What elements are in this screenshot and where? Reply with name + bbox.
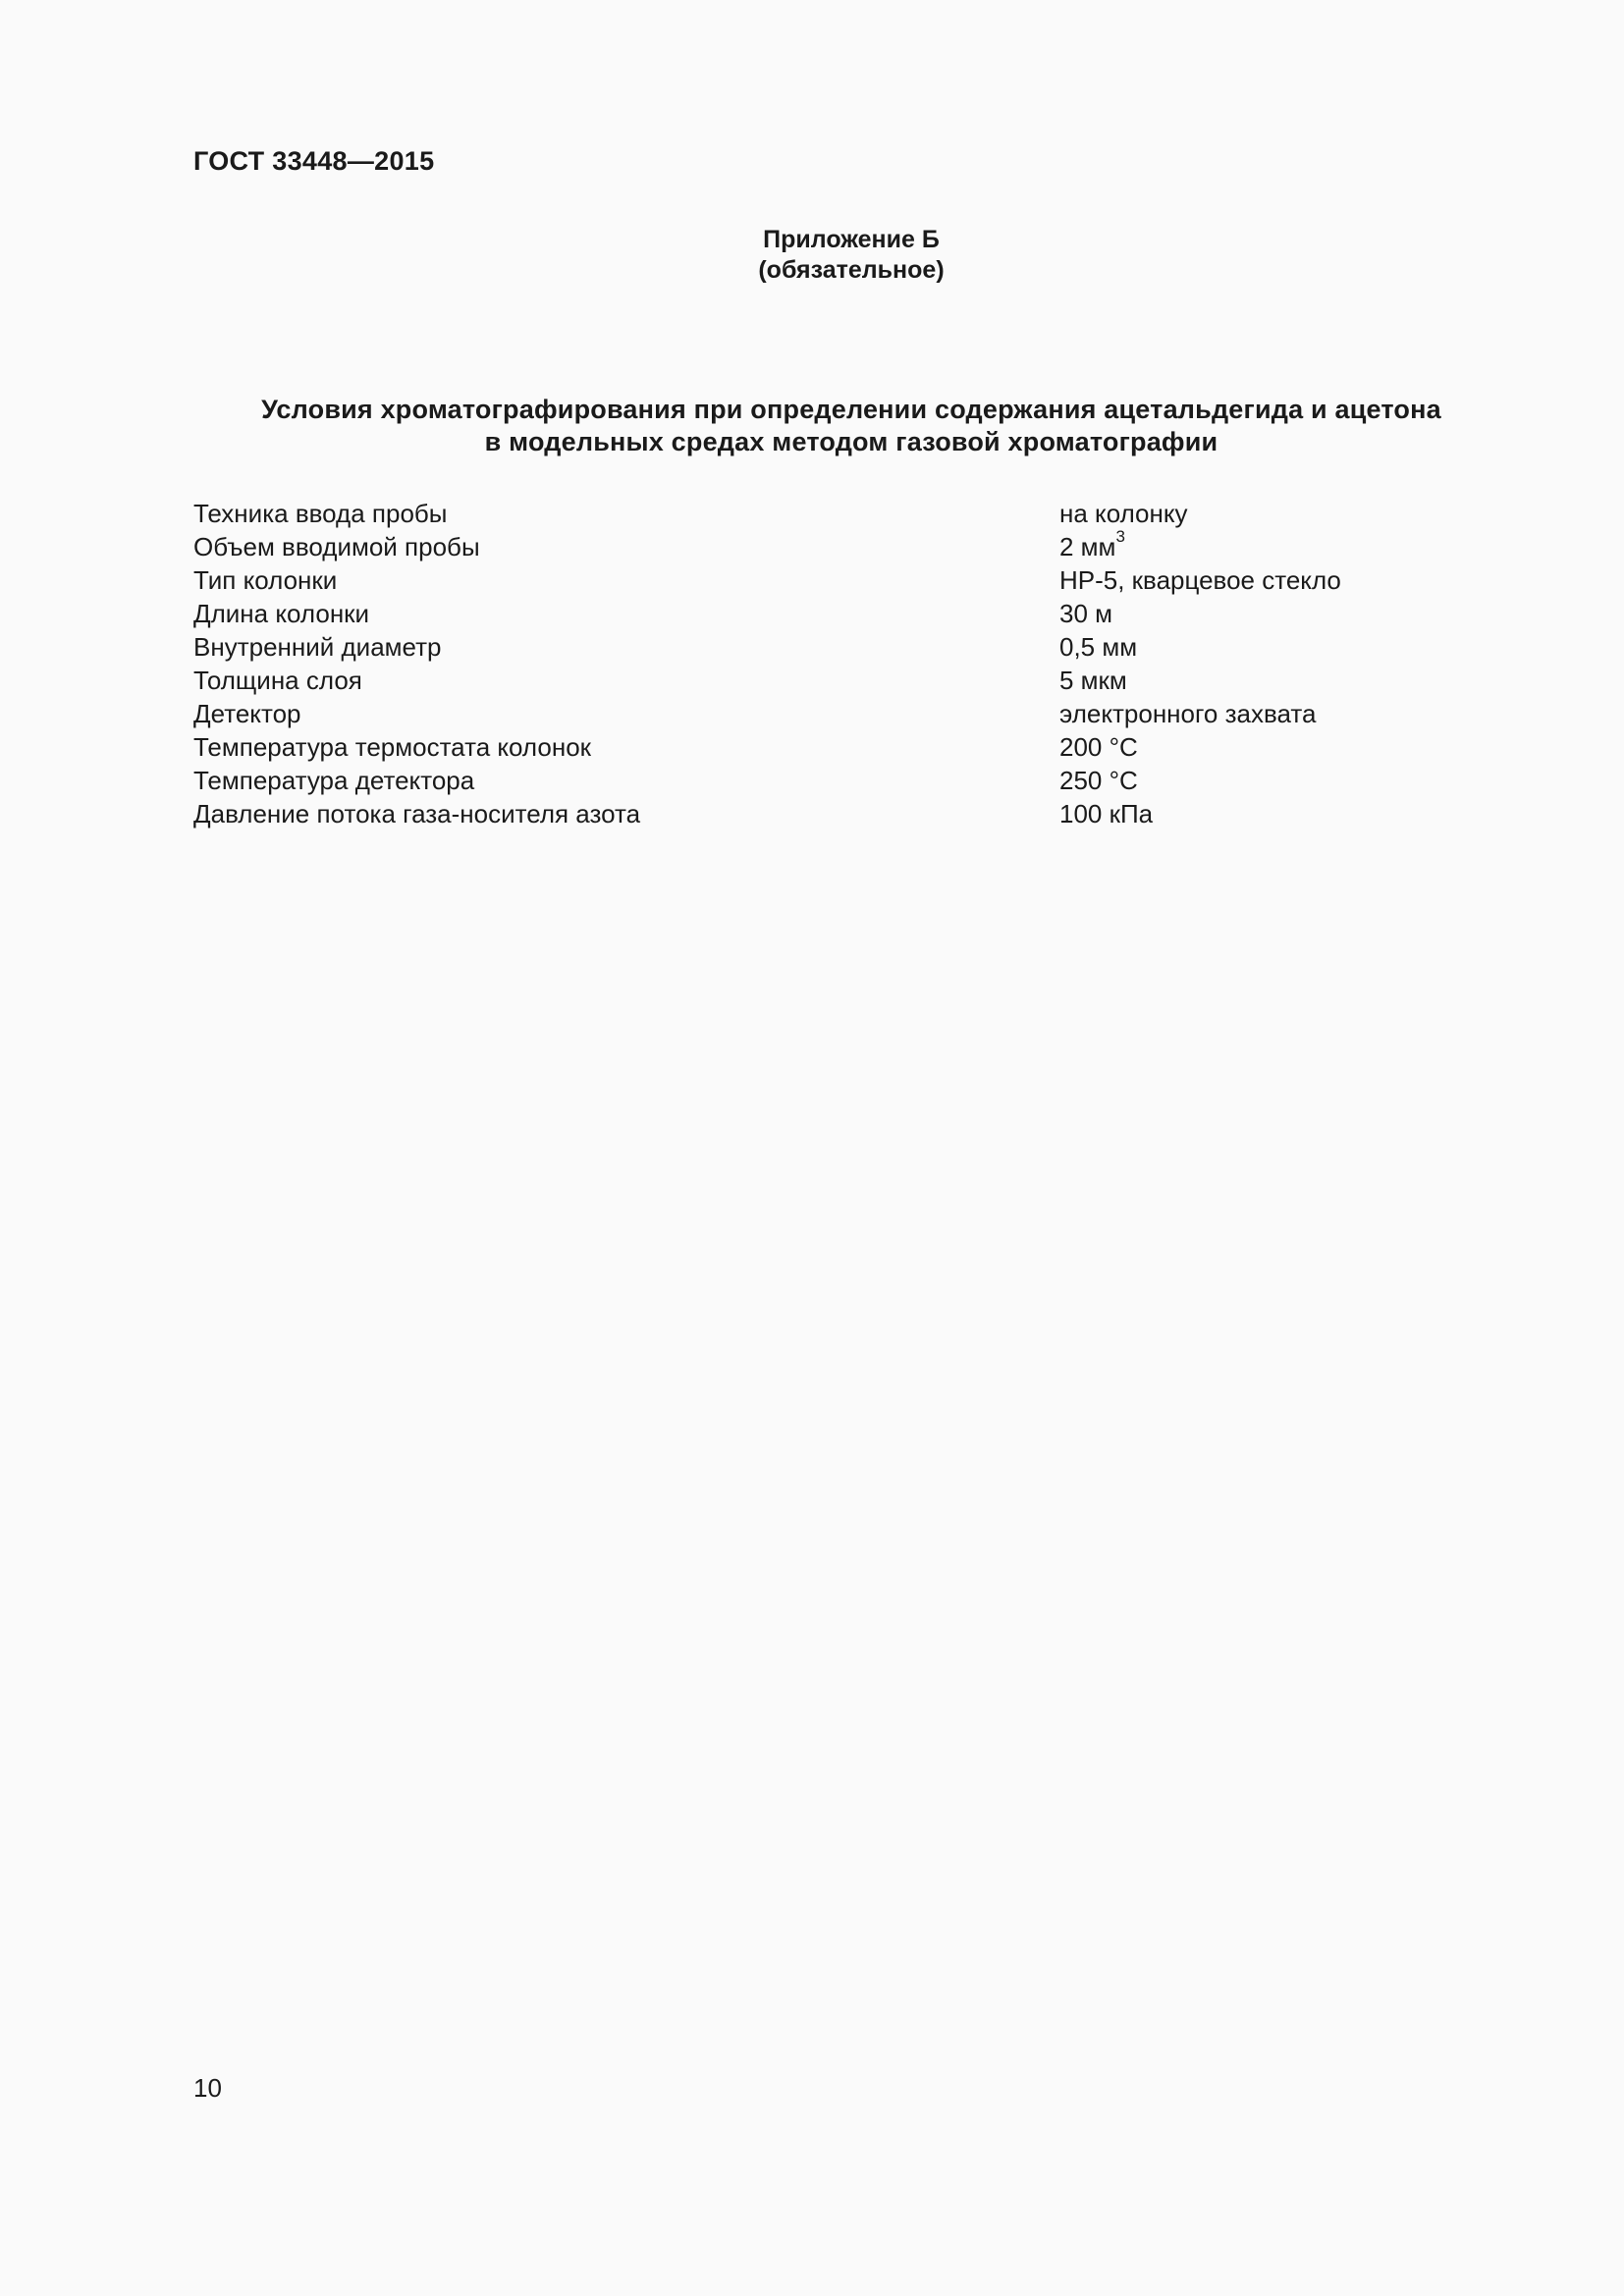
- parameter-name: Детектор: [193, 699, 301, 728]
- parameter-row: [193, 497, 1470, 530]
- document-code: ГОСТ 33448—2015: [193, 146, 435, 176]
- appendix-status: (обязательное): [758, 256, 945, 284]
- section-title-line-1: Условия хроматографирования при определении содержания ацетальдегида и ацетона: [261, 395, 1441, 424]
- parameter-row: [193, 630, 1470, 664]
- parameter-row: [193, 664, 1470, 697]
- parameter-name: Техника ввода пробы: [193, 499, 448, 528]
- parameter-value: 5 мкм: [1059, 666, 1127, 695]
- parameter-value: 2 $мм^3$: [1059, 527, 1125, 561]
- parameter-value: НР-5, кварцевое стекло: [1059, 565, 1341, 595]
- appendix-title: Приложение Б: [763, 226, 940, 253]
- parameter-row: [193, 764, 1470, 797]
- parameter-row: [193, 597, 1470, 630]
- parameter-value: 0,5 мм: [1059, 632, 1138, 662]
- page-number: 10: [193, 2073, 222, 2103]
- parameter-name: Длина колонки: [193, 599, 370, 628]
- parameter-name: Температура детектора: [193, 766, 475, 795]
- section-title: [193, 394, 1509, 458]
- parameter-row: [193, 797, 1470, 830]
- parameter-row: [193, 563, 1470, 597]
- appendix-heading: [0, 225, 1624, 286]
- parameter-value: электронного захвата: [1059, 699, 1317, 728]
- parameter-value: 30 м: [1059, 599, 1113, 628]
- superscript: 3: [1115, 527, 1125, 547]
- parameter-name: Тип колонки: [193, 565, 338, 595]
- section-title-line-2: в модельных средах методом газовой хроматографии: [484, 427, 1218, 456]
- parameter-value: 200 °С: [1059, 732, 1138, 762]
- parameter-name: Давление потока газа-носителя азота: [193, 799, 641, 828]
- parameter-value: на колонку: [1059, 499, 1188, 528]
- parameter-name: Внутренний диаметр: [193, 632, 442, 662]
- parameter-row: [193, 697, 1470, 730]
- parameters-list: [193, 497, 1470, 830]
- parameter-row: [193, 730, 1470, 764]
- parameter-value: 250 °С: [1059, 766, 1138, 795]
- parameter-name: Температура термостата колонок: [193, 732, 592, 762]
- parameter-name: Объем вводимой пробы: [193, 532, 480, 561]
- parameter-row: [193, 527, 1470, 563]
- parameter-value: 100 кПа: [1059, 799, 1154, 828]
- parameter-name: Толщина слоя: [193, 666, 362, 695]
